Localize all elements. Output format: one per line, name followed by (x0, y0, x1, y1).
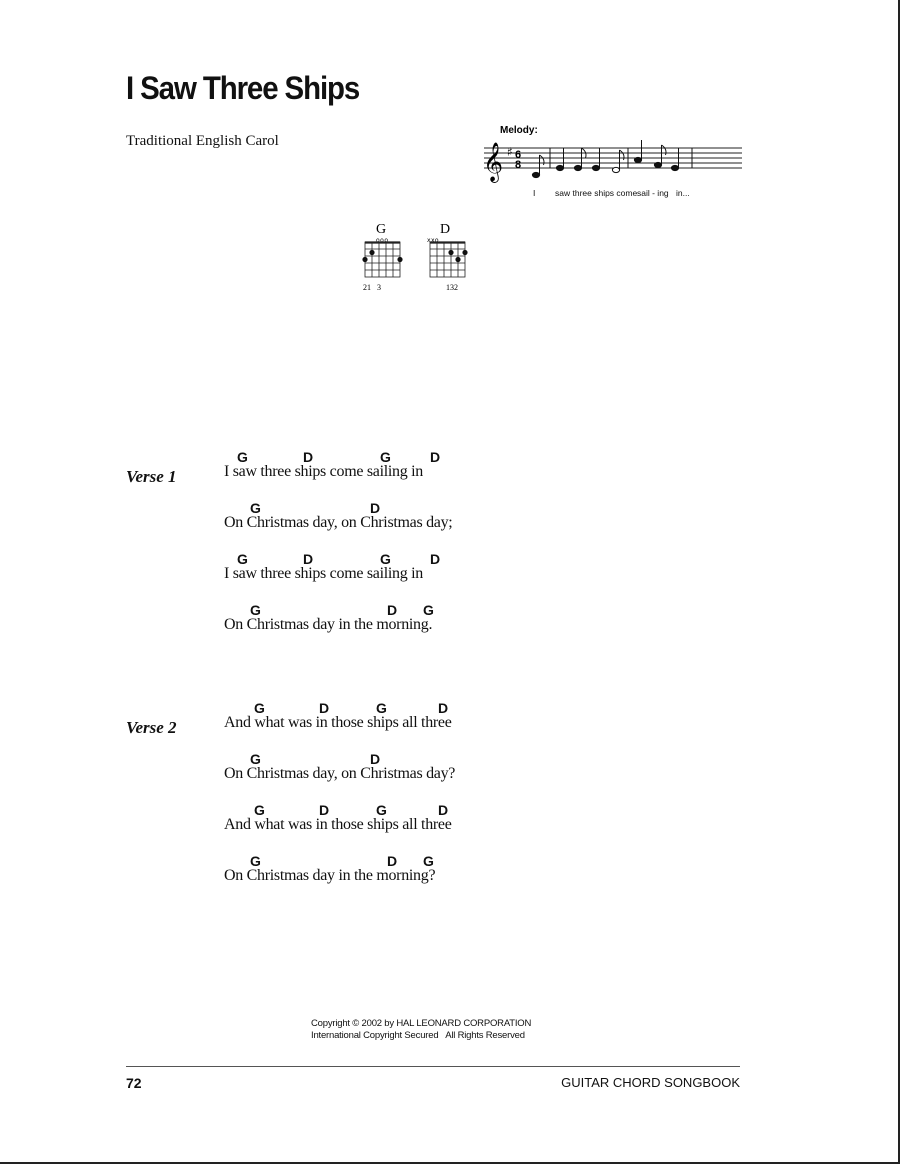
verse-1-label: Verse 1 (126, 467, 177, 486)
time-signature-bottom: 8 (515, 159, 522, 171)
chord-diagram-d (427, 222, 468, 292)
chord-symbol: G (250, 500, 261, 516)
chord-fingering: 132 (446, 283, 458, 292)
melody-lyric: saw three ships come (555, 188, 638, 198)
chord-symbol: D (303, 551, 314, 567)
sharp-icon: ♯ (507, 145, 513, 159)
chord-symbol: G (380, 551, 391, 567)
melody-notes (532, 140, 692, 178)
verse-1-line-3 (224, 551, 644, 601)
verse-2-line-1 (224, 700, 644, 750)
song-subtitle: Traditional English Carol (126, 133, 279, 149)
verse-2-line-2 (224, 751, 644, 801)
staff-lines (484, 148, 742, 168)
melody-label: Melody: (500, 125, 538, 136)
chord-symbol: G (376, 802, 387, 818)
chord-symbol: D (430, 551, 441, 567)
chord-symbol: G (250, 751, 261, 767)
chord-symbol: G (250, 602, 261, 618)
footer-divider (126, 1066, 740, 1067)
verse-1-line-4 (224, 602, 644, 652)
chord-diagram-name: D (440, 222, 451, 237)
treble-clef-icon: 𝄞 (483, 142, 504, 182)
lyric-line: And what was in those ships all three (224, 714, 452, 731)
chord-diagrams (358, 220, 488, 300)
chord-symbol: G (250, 853, 261, 869)
chord-symbol: D (430, 449, 441, 465)
melody-lyric: in... (676, 188, 690, 198)
verse-2-line-4 (224, 853, 644, 903)
time-signature-top: 6 (515, 149, 522, 161)
chord-symbol: D (319, 700, 330, 716)
chord-diagram-g (362, 222, 402, 292)
lyric-line: I saw three ships come sailing in (224, 463, 423, 480)
melody-lyric: I (533, 188, 536, 198)
chord-symbol: G (380, 449, 391, 465)
melody-staff (478, 118, 748, 208)
chord-symbol: G (237, 551, 248, 567)
chord-symbol: D (303, 449, 314, 465)
copyright-line: Copyright © 2002 by HAL LEONARD CORPORATION (311, 1018, 532, 1029)
song-title: I Saw Three Ships (126, 70, 360, 106)
chord-symbol: D (438, 700, 449, 716)
lyric-line: I saw three ships come sailing in (224, 565, 423, 582)
chord-symbol: D (370, 751, 381, 767)
chord-symbol: G (237, 449, 248, 465)
lyric-line: On Christmas day in the morning. (224, 616, 433, 633)
chord-open-strings: ooo (376, 237, 389, 244)
chord-symbol: G (423, 853, 434, 869)
lyric-line: And what was in those ships all three (224, 816, 452, 833)
lyric-line: On Christmas day, on Christmas day; (224, 514, 453, 531)
lyric-line: On Christmas day in the morning? (224, 867, 436, 884)
chord-symbol: G (254, 802, 265, 818)
chord-diagram-name: G (376, 222, 387, 237)
verse-1-line-2 (224, 500, 644, 550)
lyric-line: On Christmas day, on Christmas day? (224, 765, 456, 782)
book-title: GUITAR CHORD SONGBOOK (561, 1075, 740, 1090)
chord-symbol: D (387, 853, 398, 869)
chord-symbol: D (387, 602, 398, 618)
copyright-line: International Copyright Secured All Rights Reserved (311, 1030, 525, 1041)
page-number: 72 (126, 1075, 142, 1091)
verse-1-line-1 (224, 449, 644, 499)
chord-symbol: D (370, 500, 381, 516)
verse-2-line-3 (224, 802, 644, 852)
chord-symbol: G (254, 700, 265, 716)
copyright-notice (311, 1018, 531, 1042)
chord-symbol: D (319, 802, 330, 818)
chord-open-strings: xxo (427, 237, 440, 244)
melody-lyric: sail - ing (637, 188, 669, 198)
verse-2-label: Verse 2 (126, 718, 177, 737)
chord-fingering: 21 3 (363, 283, 381, 292)
chord-symbol: G (423, 602, 434, 618)
chord-symbol: D (438, 802, 449, 818)
chord-symbol: G (376, 700, 387, 716)
